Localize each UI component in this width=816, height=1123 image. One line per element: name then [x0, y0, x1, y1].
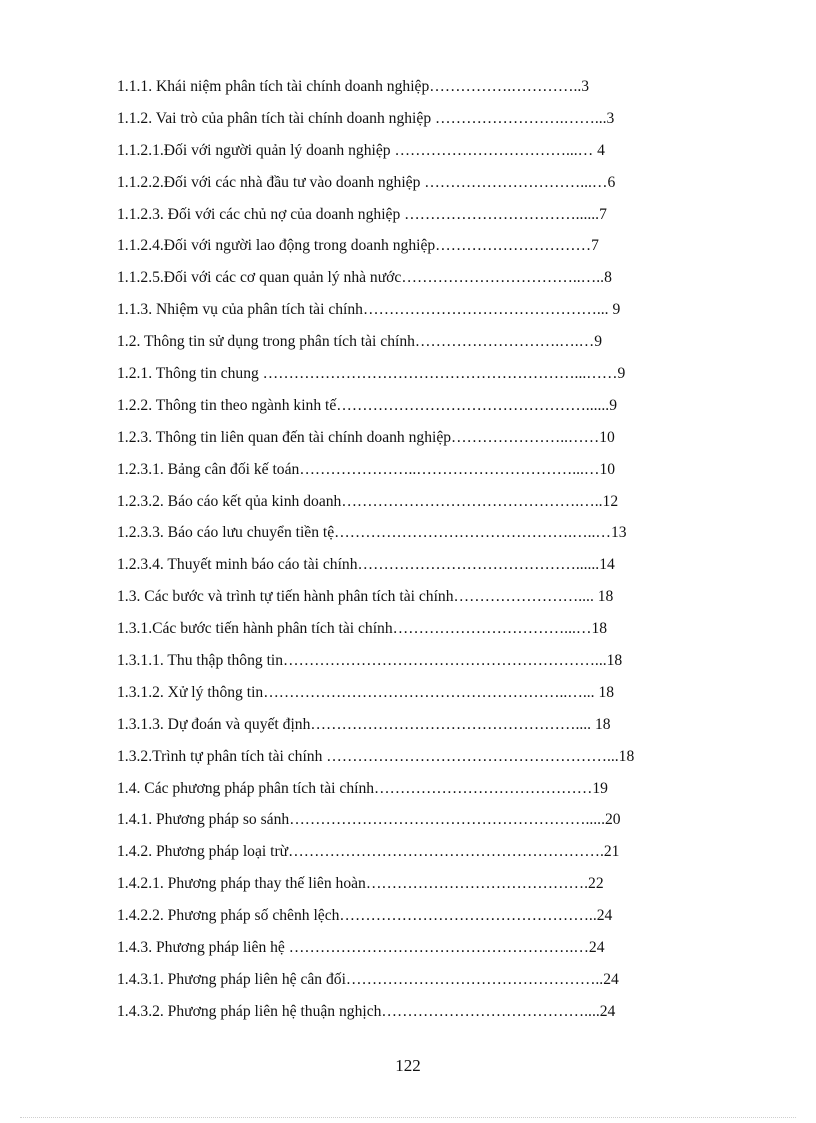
toc-entry: 1.2. Thông tin sử dụng trong phân tích tài chính……………………….….…9: [117, 333, 603, 351]
toc-entry: 1.3.2.Trình tự phân tích tài chính ………………………………………………...18: [117, 747, 635, 765]
toc-entry: 1.2.3. Thông tin liên quan đến tài chính doanh nghiệp…………………..……10: [117, 428, 615, 446]
toc-entry: 1.2.1. Thông tin chung ……………………………………………………...……9: [117, 365, 626, 383]
toc-entry: 1.1.3. Nhiệm vụ của phân tích tài chính………………………………………... 9: [117, 301, 621, 319]
toc-entry: 1.2.3.3. Báo cáo lưu chuyển tiền tệ……………………………………….…..…13: [117, 524, 627, 542]
page-number: 122: [395, 1056, 421, 1075]
toc-entry: 1.3.1.1. Thu thập thông tin……………………………………………………...18: [117, 652, 623, 670]
toc-entry: 1.4.3.1. Phương pháp liên hệ cân đối…………………………………………..24: [117, 970, 619, 988]
toc-entry: 1.4. Các phương pháp phân tích tài chính……………………………………19: [117, 779, 608, 797]
toc-entry: 1.1.1. Khái niệm phân tích tài chính doanh nghiệp…………….…………..3: [117, 78, 590, 95]
toc-entry: 1.2.3.4. Thuyết minh báo cáo tài chính……………………………………......14: [117, 556, 615, 574]
toc-entry: 1.2.3.2. Báo cáo kết qủa kinh doanh……………………………………….…..12: [117, 492, 619, 510]
table-of-contents: [0, 76, 816, 1033]
toc-entry: 1.4.2. Phương pháp loại trừ…………………………………………………….21: [117, 843, 620, 861]
toc-entry: 1.1.2.3. Đối với các chủ nợ của doanh nghiệp ……………………………......7: [117, 205, 607, 223]
toc-entry: 1.1.2. Vai trò của phân tích tài chính doanh nghiệp …………………….……...3: [117, 109, 615, 127]
toc-entry: 1.4.1. Phương pháp so sánh………………………………………………….....20: [117, 811, 621, 829]
toc-entry: 1.3.1.3. Dự đoán và quyết định…………………………………………….... 18: [117, 715, 611, 733]
toc-entry: 1.1.2.1.Đối với người quản lý doanh nghiệp ……………………………...… 4: [117, 141, 605, 159]
toc-entry: 1.1.2.4.Đối với người lao động trong doanh nghiệp…………………………7: [117, 237, 599, 255]
page-bottom-divider: [20, 1117, 796, 1118]
toc-entry: 1.4.3. Phương pháp liên hệ ……………………………………………….…24: [117, 939, 605, 957]
toc-entry: 1.1.2.2.Đối với các nhà đầu tư vào doanh nghiệp …………………………...…6: [117, 173, 616, 191]
toc-entry: 1.3.1.2. Xử lý thông tin…………………………………………………..…... 18: [117, 683, 615, 701]
toc-entry: 1.2.3.1. Bảng cân đối kế toán…………………..…………………………...…10: [117, 460, 616, 478]
toc-entry: 1.2.2. Thông tin theo ngành kinh tế…………………………………………......9: [117, 396, 617, 414]
toc-entry: 1.3. Các bước và trình tự tiến hành phân tích tài chính…………………….... 18: [117, 588, 614, 606]
toc-entry: 1.4.2.1. Phương pháp thay thế liên hoàn…………………………………….22: [117, 875, 604, 893]
toc-entry: 1.4.3.2. Phương pháp liên hệ thuận nghịch…………………………………....24: [117, 1002, 616, 1020]
toc-entry: 1.3.1.Các bước tiến hành phân tích tài chính……………………………...…18: [117, 620, 608, 638]
toc-entry: 1.4.2.2. Phương pháp số chênh lệch…………………………………………..24: [117, 907, 613, 925]
toc-entry: 1.1.2.5.Đối với các cơ quan quản lý nhà nước……………………………..…..8: [117, 269, 612, 287]
